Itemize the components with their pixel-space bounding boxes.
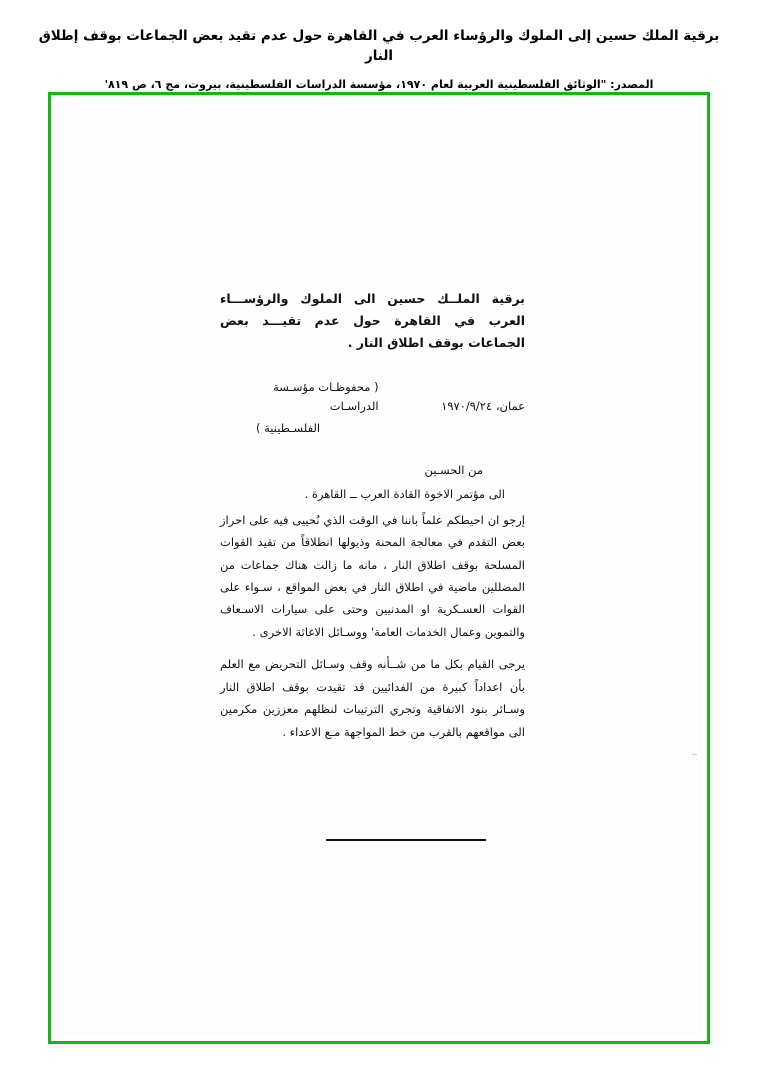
body-paragraph-2: يرجى القيام بكل ما من شــأنه وقف وسـائل التحريض مع العلم بأن اعداداً كبيرة من الفدائيين قد تقيدت بوقف اطلاق النار وسـائر بنود الاتفاقية وتجري الترتيبات لنظلهم معززين مكرمين الى مواقعهم بالقرب من خط المواجهة مـع الاعداء . <box>220 657 525 739</box>
page-title: برقية الملك حسين إلى الملوك والرؤساء العرب في القاهرة حول عدم تقيد بعض الجماعات بوقف إطلاق النار <box>38 28 720 65</box>
document-content <box>220 288 525 753</box>
archive-note-line-2: الفلسـطينية ) <box>256 420 321 435</box>
page-header <box>0 0 758 91</box>
body-paragraph-1: إرجو ان احيطكم علماً باننا في الوقت الذي نُحييى فيه على احراز بعض التقدم في معالجة المحنة وذيولها انطلاقاً من تقيد القوات المسلحة بوقف اطلاق النار ، مانه ما زالت هناك جماعات من المضللين ماضية في اطلاق النار في بعض المواقع ، سـواء على القوات العسـكرية او المدنيين وحتى على سيارات الاسـعاف والتموين وعمال الخدمات العامة' ووسـائل الاغاثة الاخرى . <box>220 512 525 639</box>
source-citation: المصدر: "الوثائق الفلسطينية العربية لعام ١٩٧٠، مؤسسة الدراسات الفلسطينية، بيروت، مج ٦، ص ٨١٩' <box>104 77 654 91</box>
document-dateline <box>220 378 525 439</box>
document-title: برقية الملــك حسين الى الملوك والرؤســـاء العرب في القاهرة حول عدم تقيـــد بعض الجماعات بوقف اطلاق النار . <box>220 291 525 350</box>
recipient-line: الى مؤتمر الاخوة القادة العرب ــ القاهرة . <box>304 486 505 501</box>
horizontal-rule <box>326 839 486 841</box>
archive-note-line-1: ( محفوظـات مؤسـسة الدراسـات <box>273 379 379 414</box>
scanned-page-surface <box>57 101 701 1035</box>
place-date: عمان، ١٩٧٠/٩/٢٤ <box>441 399 525 414</box>
scanned-document-frame <box>48 92 710 1044</box>
sender-line: من الحسـين <box>424 463 483 478</box>
scan-edge-mark <box>692 754 697 755</box>
